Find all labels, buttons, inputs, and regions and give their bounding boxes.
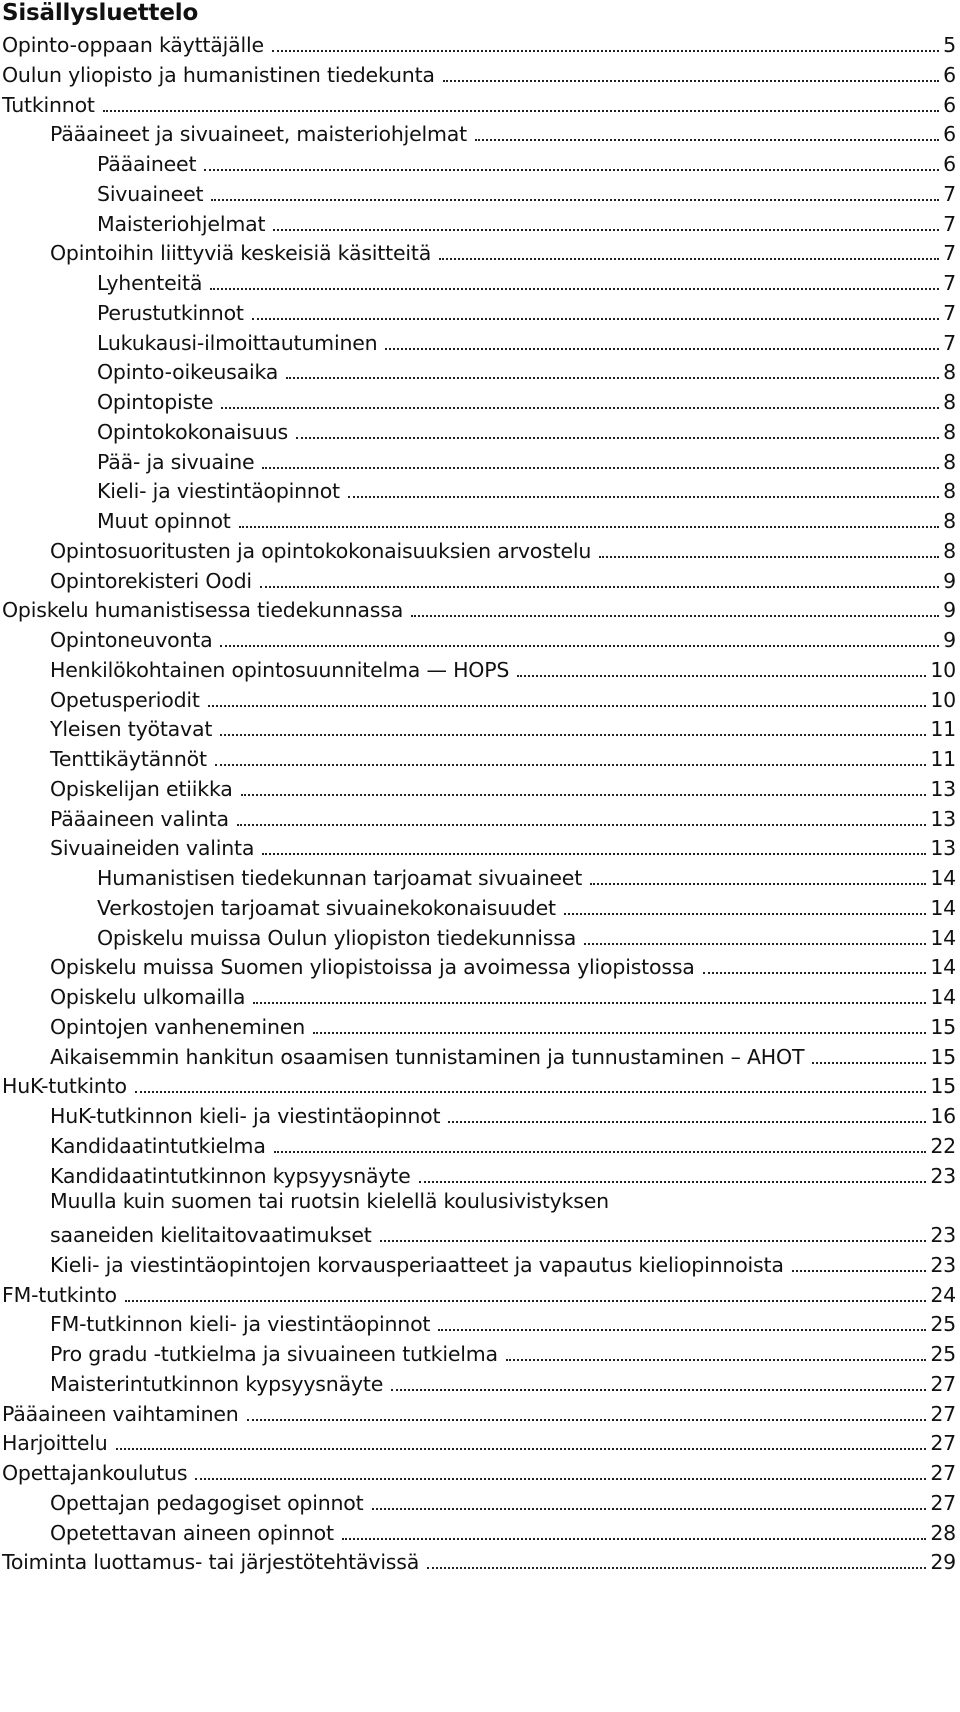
dot-leader — [342, 1538, 926, 1540]
dot-leader — [584, 943, 926, 945]
toc-entry-page-number: 23 — [930, 1223, 956, 1247]
toc-entry-title: saaneiden kielitaitovaatimukset — [50, 1223, 372, 1247]
dot-leader — [195, 1478, 926, 1480]
toc-entry-title: Harjoittelu — [2, 1431, 108, 1456]
toc-entry-page-number: 5 — [943, 33, 956, 57]
toc-entry[interactable] — [0, 1457, 956, 1485]
toc-entry[interactable] — [0, 446, 956, 474]
toc-entry-page-number: 8 — [943, 479, 956, 504]
toc-entry-page-number: 25 — [930, 1342, 956, 1366]
toc-entry[interactable] — [0, 1279, 956, 1307]
dot-leader — [599, 556, 939, 558]
toc-entry[interactable] — [0, 1249, 956, 1277]
toc-entry[interactable] — [0, 1219, 956, 1247]
dot-leader — [380, 1240, 927, 1242]
toc-entry-title: Yleisen työtavat — [50, 717, 213, 742]
page-title: Sisällysluettelo — [2, 0, 199, 26]
dot-leader — [439, 258, 939, 260]
dot-leader — [215, 764, 927, 766]
toc-entry-page-number: 8 — [943, 509, 956, 533]
toc-entry-title: Pääaineen valinta — [50, 806, 229, 831]
toc-entry-title: Humanistisen tiedekunnan tarjoamat sivuaineet — [97, 866, 583, 890]
toc-entry-title: Aikaisemmin hankitun osaamisen tunnistaminen ja tunnustaminen – AHOT — [50, 1044, 805, 1069]
dot-leader — [506, 1359, 926, 1361]
toc-entry[interactable] — [0, 1546, 956, 1574]
toc-entry[interactable] — [0, 743, 956, 771]
dot-leader — [210, 288, 939, 290]
toc-entry-page-number: 14 — [930, 866, 956, 890]
toc-entry-title: Oulun yliopisto ja humanistinen tiedekunta — [2, 62, 435, 87]
toc-entry-title: Opinto-oikeusaika — [97, 360, 279, 385]
toc-entry[interactable] — [0, 1517, 956, 1545]
toc-entry[interactable] — [0, 1011, 956, 1039]
toc-entry-title: Kandidaatintutkielma — [50, 1133, 266, 1158]
toc-entry-title: FM-tutkinto — [2, 1282, 117, 1307]
toc-entry[interactable] — [0, 1130, 956, 1158]
dot-leader — [220, 645, 939, 647]
toc-entry-page-number: 29 — [930, 1550, 956, 1575]
dot-leader — [438, 1329, 926, 1331]
toc-entry[interactable] — [0, 416, 956, 444]
dot-leader — [792, 1270, 927, 1272]
dot-leader — [419, 1181, 927, 1183]
toc-entry-page-number: 28 — [930, 1520, 956, 1545]
toc-entry[interactable] — [0, 208, 956, 236]
toc-entry-title: Pääaineen vaihtaminen — [2, 1401, 239, 1426]
toc-entry-title: Maisterintutkinnon kypsyysnäyte — [50, 1371, 384, 1396]
toc-entry[interactable] — [0, 118, 956, 146]
dot-leader — [703, 972, 927, 974]
dot-leader — [564, 913, 926, 915]
dot-leader — [204, 169, 939, 171]
dot-leader — [273, 229, 939, 231]
toc-entry-title: Pää- ja sivuaine — [97, 449, 255, 474]
toc-entry-page-number: 23 — [930, 1163, 956, 1188]
toc-entry-title: Lyhenteitä — [97, 271, 203, 295]
dot-leader — [239, 526, 940, 528]
toc-entry[interactable] — [0, 178, 956, 206]
toc-entry-title: Verkostojen tarjoamat sivuainekokonaisuudet — [97, 895, 556, 920]
toc-entry-page-number: 27 — [930, 1461, 956, 1485]
dot-leader — [391, 1389, 926, 1391]
toc-entry[interactable] — [0, 1308, 956, 1336]
toc-entry[interactable] — [0, 862, 956, 890]
toc-entry[interactable] — [0, 297, 956, 325]
toc-entry-title: Opinto-oppaan käyttäjälle — [2, 33, 264, 57]
toc-entry-title: FM-tutkinnon kieli- ja viestintäopinnot — [50, 1312, 431, 1337]
toc-entry-page-number: 8 — [943, 449, 956, 474]
toc-entry-title: Kieli- ja viestintäopintojen korvausperiaatteet ja vapautus kieliopinnoista — [50, 1252, 784, 1277]
toc-entry[interactable] — [0, 1368, 956, 1396]
toc-entry-page-number: 14 — [930, 955, 956, 980]
toc-entry-title: Opintoneuvonta — [50, 628, 213, 652]
dot-leader — [116, 1448, 927, 1450]
toc-entry-page-number: 8 — [943, 419, 956, 444]
toc-entry-title: Tenttikäytännöt — [50, 747, 207, 771]
toc-entry[interactable] — [0, 1487, 956, 1515]
toc-entry-page-number: 8 — [943, 360, 956, 385]
toc-entry[interactable] — [0, 713, 956, 741]
dot-leader — [385, 348, 939, 350]
toc-entry[interactable] — [0, 59, 956, 87]
toc-entry-title: Opintokokonaisuus — [97, 419, 288, 444]
toc-entry[interactable] — [0, 29, 956, 57]
toc-entry-page-number: 13 — [930, 806, 956, 831]
dot-leader — [427, 1567, 926, 1569]
dot-leader — [296, 437, 939, 439]
toc-entry-page-number: 27 — [930, 1490, 956, 1515]
toc-entry-page-number: 6 — [943, 92, 956, 117]
toc-entry-page-number: 11 — [930, 717, 956, 742]
toc-entry[interactable] — [0, 594, 956, 622]
toc-entry-page-number: 15 — [930, 1014, 956, 1039]
toc-entry-page-number: 13 — [930, 776, 956, 801]
dot-leader — [125, 1300, 926, 1302]
toc-entry[interactable] — [0, 356, 956, 384]
toc-entry-title: Opetettavan aineen opinnot — [50, 1520, 334, 1545]
dot-leader — [274, 1151, 927, 1153]
toc-entry[interactable] — [0, 475, 956, 503]
toc-entry-page-number: 9 — [943, 598, 956, 623]
toc-entry-page-number: 9 — [943, 628, 956, 652]
toc-entry[interactable] — [0, 773, 956, 801]
toc-entry-page-number: 25 — [930, 1312, 956, 1337]
toc-entry-title: Opintojen vanheneminen — [50, 1014, 305, 1039]
toc-entry[interactable] — [0, 237, 956, 265]
toc-entry-title: Kandidaatintutkinnon kypsyysnäyte — [50, 1163, 411, 1188]
toc-entry-title: Sivuaineiden valinta — [50, 836, 255, 861]
dot-leader — [220, 734, 926, 736]
toc-entry[interactable] — [0, 89, 956, 117]
toc-entry-page-number: 14 — [930, 895, 956, 920]
dot-leader — [313, 1032, 926, 1034]
dot-leader — [517, 675, 926, 677]
dot-leader — [208, 705, 927, 707]
dot-leader — [475, 139, 939, 141]
dot-leader — [348, 496, 939, 498]
dot-leader — [237, 824, 926, 826]
toc-entry-title: Kieli- ja viestintäopinnot — [97, 479, 340, 504]
toc-entry[interactable] — [0, 505, 956, 533]
dot-leader — [241, 794, 927, 796]
toc-entry[interactable] — [0, 624, 956, 652]
toc-entry[interactable] — [0, 148, 956, 176]
toc-entry-title: Pääaineet — [97, 152, 197, 176]
toc-entry[interactable] — [0, 327, 956, 355]
toc-entry-page-number: 10 — [930, 657, 956, 682]
dot-leader — [252, 318, 939, 320]
toc-entry[interactable] — [0, 1100, 956, 1128]
toc-entry-title: HuK-tutkinnon kieli- ja viestintäopinnot — [50, 1104, 441, 1128]
toc-entry-title: Opintopiste — [97, 390, 214, 414]
dot-leader — [448, 1121, 926, 1123]
toc-entry-title: Opintoihin liittyviä keskeisiä käsitteitä — [50, 241, 432, 266]
toc-entry-title: Pääaineet ja sivuaineet, maisteriohjelmat — [50, 122, 468, 147]
toc-entry-title: Tutkinnot — [2, 92, 95, 117]
toc-entry-title: Opiskelu muissa Suomen yliopistoissa ja avoimessa yliopistossa — [50, 955, 695, 980]
toc-entry-title: Toiminta luottamus- tai järjestötehtävissä — [2, 1550, 420, 1575]
toc-entry-page-number: 7 — [943, 271, 956, 295]
toc-entry-title: Henkilökohtainen opintosuunnitelma — HOPS — [50, 657, 510, 682]
toc-entry[interactable] — [0, 981, 956, 1009]
dot-leader — [221, 407, 939, 409]
toc-entry[interactable] — [0, 684, 956, 712]
dot-leader — [247, 1419, 927, 1421]
toc-entry-title: Opettajankoulutus — [2, 1461, 188, 1485]
toc-entry-page-number: 7 — [943, 181, 956, 206]
toc-entry-title: Opiskelu humanistisessa tiedekunnassa — [2, 598, 404, 623]
dot-leader — [443, 80, 939, 82]
toc-entry-title: Perustutkinnot — [97, 300, 244, 325]
toc-entry-title: Pro gradu -tutkielma ja sivuaineen tutkielma — [50, 1342, 498, 1366]
toc-entry-page-number: 6 — [943, 62, 956, 87]
dot-leader — [103, 110, 939, 112]
toc-entry-page-number: 6 — [943, 152, 956, 176]
dot-leader — [286, 377, 939, 379]
toc-entry-page-number: 14 — [930, 985, 956, 1009]
toc-entry-page-number: 8 — [943, 390, 956, 414]
toc-entry[interactable] — [0, 803, 956, 831]
toc-entry-page-number: 16 — [930, 1104, 956, 1128]
toc-entry-page-number: 27 — [930, 1371, 956, 1396]
toc-entry-title: Opiskelu ulkomailla — [50, 985, 246, 1009]
dot-leader — [135, 1091, 926, 1093]
dot-leader — [590, 883, 926, 885]
toc-entry[interactable] — [0, 892, 956, 920]
toc-entry-page-number: 24 — [930, 1282, 956, 1307]
toc-entry-first-line: Muulla kuin suomen tai ruotsin kielellä koulusivistyksen — [50, 1189, 609, 1214]
toc-entry[interactable] — [0, 1070, 956, 1098]
toc-entry[interactable] — [0, 1338, 956, 1366]
dot-leader — [253, 1002, 926, 1004]
toc-entry-page-number: 10 — [930, 687, 956, 712]
dot-leader — [272, 50, 939, 52]
toc-entry-page-number: 27 — [930, 1431, 956, 1456]
toc-entry-title: HuK-tutkinto — [2, 1074, 127, 1099]
toc-entry-page-number: 6 — [943, 122, 956, 147]
toc-entry-title: Opintosuoritusten ja opintokokonaisuuksien arvostelu — [50, 538, 592, 563]
toc-entry-title: Opettajan pedagogiset opinnot — [50, 1490, 364, 1515]
toc-entry-title: Opiskelijan etiikka — [50, 776, 233, 801]
toc-entry-page-number: 15 — [930, 1044, 956, 1069]
dot-leader — [211, 199, 939, 201]
toc-entry-page-number: 7 — [943, 330, 956, 355]
dot-leader — [260, 586, 939, 588]
toc-entry-page-number: 14 — [930, 925, 956, 950]
toc-entry[interactable] — [0, 386, 956, 414]
toc-entry[interactable] — [0, 832, 956, 860]
toc-entry-page-number: 22 — [930, 1133, 956, 1158]
toc-entry-page-number: 9 — [943, 568, 956, 593]
toc-entry[interactable] — [0, 565, 956, 593]
toc-entry-title: Opintorekisteri Oodi — [50, 568, 252, 593]
toc-entry-page-number: 7 — [943, 211, 956, 236]
toc-entry-title: Lukukausi-ilmoittautuminen — [97, 330, 378, 355]
toc-entry-page-number: 7 — [943, 241, 956, 266]
toc-entry-page-number: 27 — [930, 1401, 956, 1426]
dot-leader — [262, 467, 939, 469]
toc-entry-page-number: 23 — [930, 1252, 956, 1277]
toc-entry-page-number: 15 — [930, 1074, 956, 1099]
toc-entry-title: Maisteriohjelmat — [97, 211, 266, 236]
toc-entry[interactable] — [0, 1427, 956, 1455]
toc-entry[interactable] — [0, 951, 956, 979]
toc-entry-title: Muut opinnot — [97, 509, 231, 533]
dot-leader — [262, 853, 926, 855]
toc-entry[interactable] — [0, 535, 956, 563]
dot-leader — [411, 615, 939, 617]
toc-entry-page-number: 13 — [930, 836, 956, 861]
toc-entry-page-number: 7 — [943, 300, 956, 325]
toc-entry[interactable] — [0, 1398, 956, 1426]
dot-leader — [372, 1508, 927, 1510]
dot-leader — [812, 1062, 926, 1064]
toc-entry-title: Sivuaineet — [97, 181, 204, 206]
toc-entry[interactable] — [0, 1160, 956, 1188]
toc-entry-title: Opiskelu muissa Oulun yliopiston tiedekunnissa — [97, 925, 577, 950]
toc-entry[interactable] — [0, 267, 956, 295]
toc-entry-page-number: 8 — [943, 538, 956, 563]
toc-entry[interactable] — [0, 654, 956, 682]
toc-entry[interactable] — [0, 1041, 956, 1069]
toc-entry-page-number: 11 — [930, 747, 956, 771]
toc-entry-title: Opetusperiodit — [50, 687, 200, 712]
toc-entry[interactable] — [0, 922, 956, 950]
